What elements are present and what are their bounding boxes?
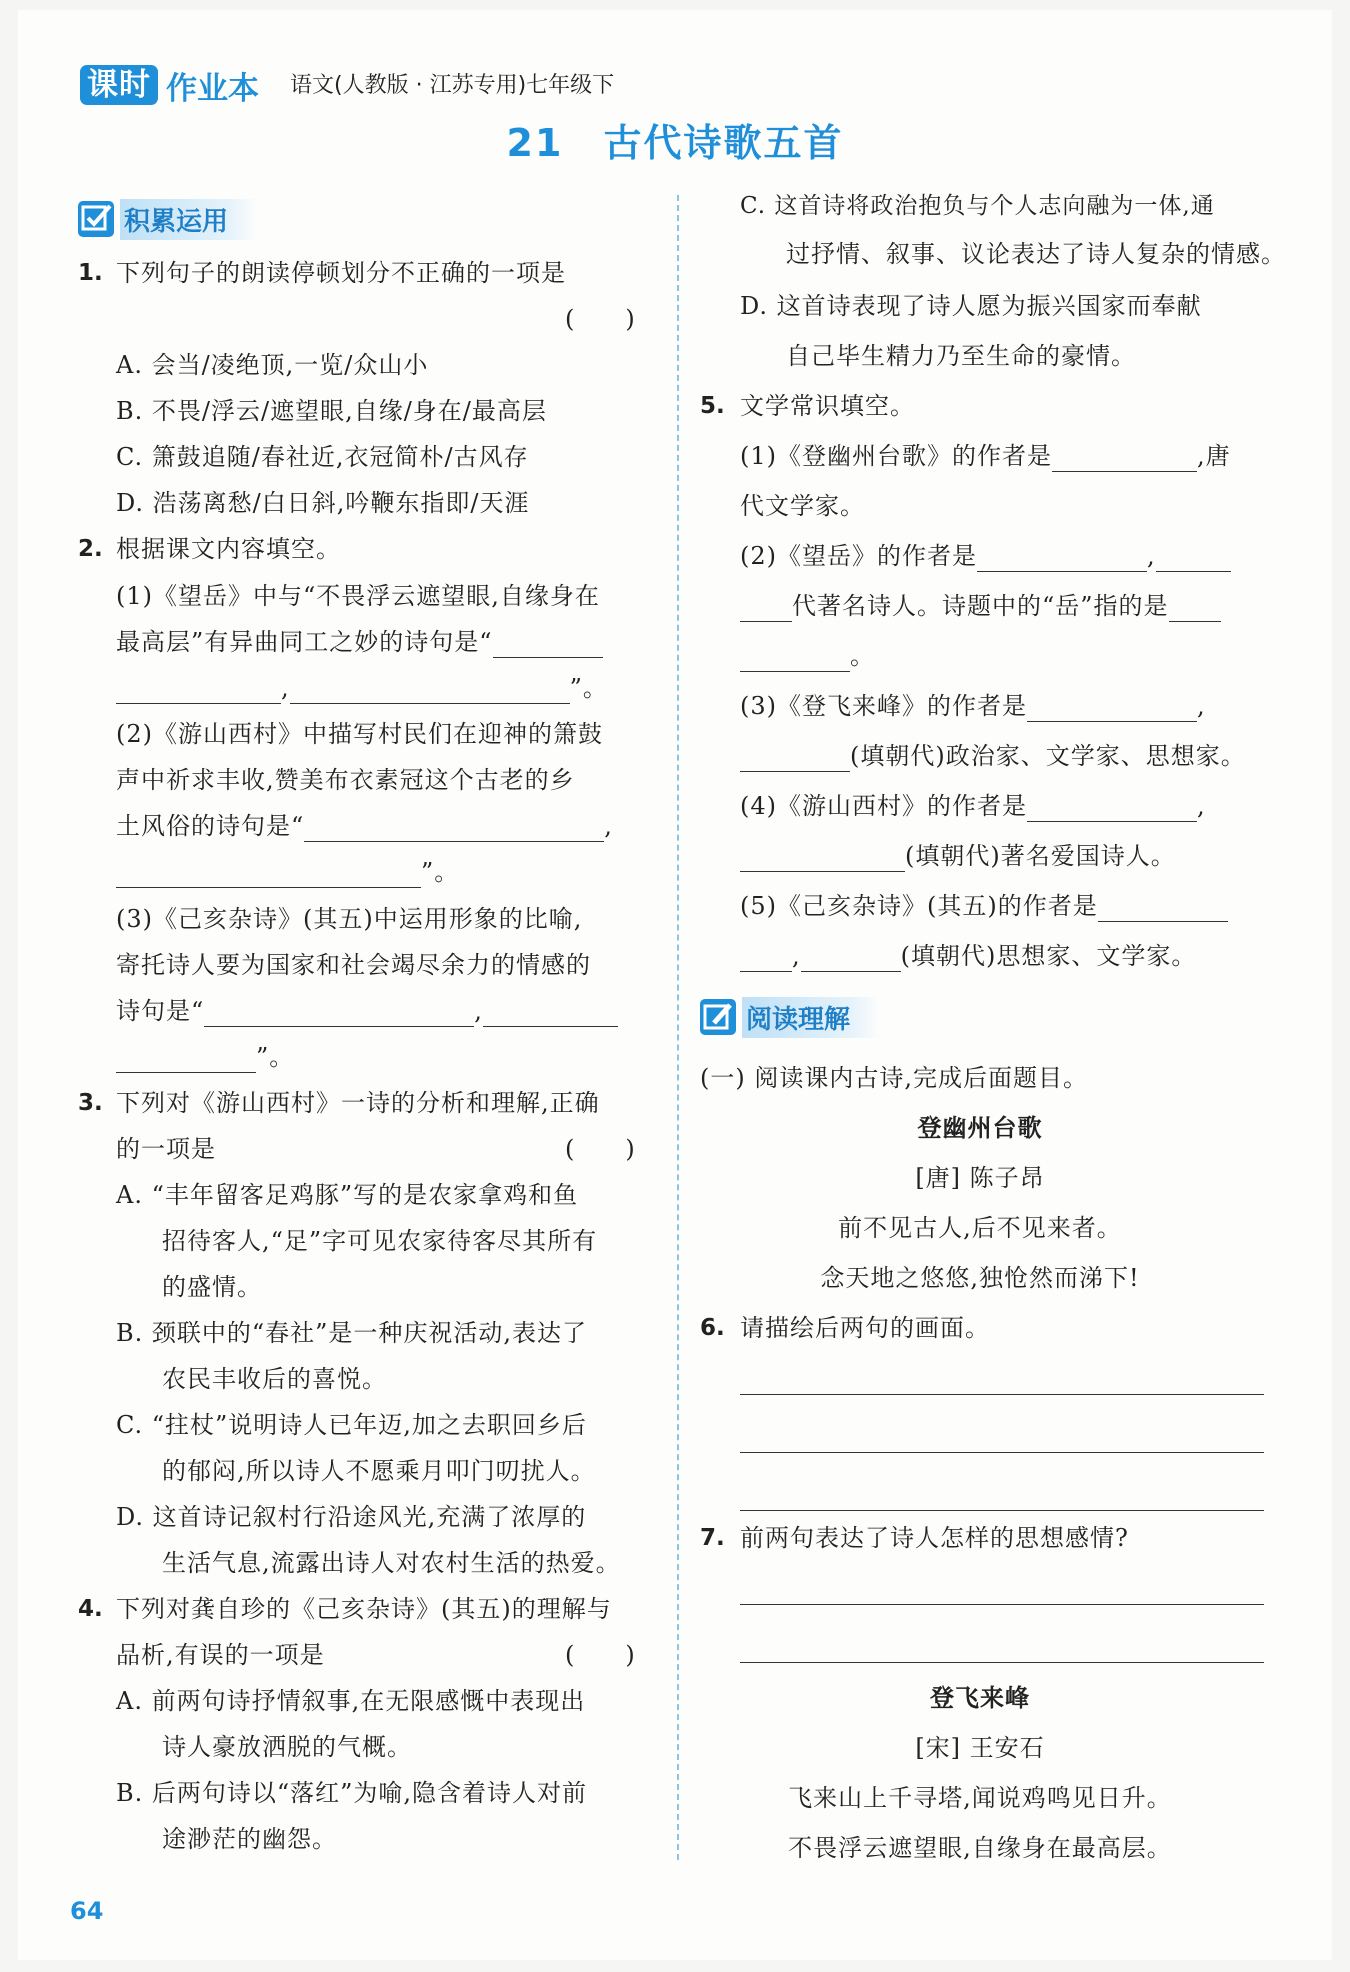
blank-field[interactable] [1052, 445, 1197, 472]
question-number: 7. [700, 1525, 725, 1551]
question-stem: 品析,有误的一项是 [116, 1641, 325, 1669]
blank-field[interactable] [204, 1000, 474, 1027]
checkbox-icon [78, 201, 114, 237]
question-stem: 的一项是 [116, 1135, 216, 1163]
option-a-cont: 诗人豪放洒脱的气概。 [162, 1733, 412, 1761]
pencil-icon [700, 999, 736, 1035]
option-d-cont: 自己毕生精力乃至生命的豪情。 [786, 342, 1136, 370]
answer-line[interactable] [740, 1604, 1264, 1605]
option-c-cont: 过抒情、叙事、议论表达了诗人复杂的情感。 [786, 240, 1286, 268]
section-title: 阅读理解 [742, 997, 880, 1038]
blank-field[interactable] [483, 1000, 618, 1027]
blank-field[interactable] [1027, 695, 1197, 722]
option-b: B. 后两句诗以“落红”为喻,隐含着诗人对前 [116, 1779, 588, 1807]
poem-line: 念天地之悠悠,独怆然而涕下! [820, 1264, 1140, 1292]
question-number: 2. [78, 536, 103, 562]
option-d: D. 这首诗表现了诗人愿为振兴国家而奉献 [740, 292, 1202, 320]
answer-line[interactable] [740, 1510, 1264, 1511]
reading-intro: (一) 阅读课内古诗,完成后面题目。 [700, 1064, 1088, 1092]
fill-text: 声中祈求丰收,赞美布衣素冠这个古老的乡 [116, 766, 575, 794]
question-stem: 下列对《游山西村》一诗的分析和理解,正确 [116, 1089, 600, 1117]
option-c-cont: 的郁闷,所以诗人不愿乘月叩门叨扰人。 [162, 1457, 596, 1485]
blank-field[interactable] [740, 845, 905, 872]
blank-field[interactable] [740, 945, 792, 972]
fill-text: (1)《望岳》中与“不畏浮云遮望眼,自缘身在 [116, 582, 600, 610]
answer-line[interactable] [740, 1394, 1264, 1395]
fill-text: ”。 [116, 856, 459, 888]
option-a: A. 会当/凌绝顶,一览/众山小 [116, 351, 429, 379]
logo-box: 课时 [80, 65, 158, 105]
option-d-cont: 生活气息,流露出诗人对农村生活的热爱。 [162, 1549, 621, 1577]
logo-text: 作业本 [166, 70, 259, 107]
blank-field[interactable] [1156, 545, 1231, 572]
fill-text: (1)《登幽州台歌》的作者是 ,唐 [740, 442, 1231, 470]
answer-line[interactable] [740, 1662, 1264, 1663]
fill-text: , ”。 [116, 672, 608, 704]
option-d: D. 这首诗记叙村行沿途风光,充满了浓厚的 [116, 1503, 587, 1531]
lesson-number: 21 [506, 121, 564, 165]
lesson-title-text: 古代诗歌五首 [603, 121, 844, 165]
fill-text: 诗句是“ , [116, 995, 618, 1027]
fill-text: (填朝代)政治家、文学家、思想家。 [740, 740, 1246, 772]
fill-text: 最高层”有异曲同工之妙的诗句是“ [116, 626, 603, 658]
answer-paren: ( ) [565, 1641, 636, 1669]
blank-field[interactable] [801, 945, 901, 972]
blank-field[interactable] [116, 677, 281, 704]
poem-author: [唐] 陈子昂 [915, 1164, 1045, 1192]
fill-text: (5)《己亥杂诗》(其五)的作者是 [740, 890, 1228, 922]
question-stem: 下列句子的朗读停顿划分不正确的一项是 [116, 259, 566, 287]
blank-field[interactable] [740, 595, 792, 622]
answer-paren: ( ) [565, 1135, 636, 1163]
fill-text: , (填朝代)思想家、文学家。 [740, 940, 1196, 972]
question-number: 1. [78, 260, 103, 286]
question-stem: 下列对龚自珍的《己亥杂诗》(其五)的理解与 [116, 1595, 612, 1623]
fill-text: (2)《望岳》的作者是 , [740, 540, 1231, 572]
lesson-title [0, 112, 1350, 167]
question-stem: 文学常识填空。 [740, 392, 915, 420]
column-divider [677, 195, 679, 1860]
blank-field[interactable] [116, 861, 421, 888]
option-a: A. “丰年留客足鸡豚”写的是农家拿鸡和鱼 [116, 1181, 579, 1209]
question-number: 3. [78, 1090, 103, 1116]
option-c: C. 箫鼓追随/春社近,衣冠简朴/古风存 [116, 443, 529, 471]
option-b: B. 不畏/浮云/遮望眼,自缘/身在/最高层 [116, 397, 547, 425]
option-a-cont: 招待客人,“足”字可见农家待客尽其所有 [162, 1227, 598, 1255]
section-title: 积累运用 [120, 199, 258, 240]
question-stem: 请描绘后两句的画面。 [740, 1314, 990, 1342]
fill-text: (2)《游山西村》中描写村民们在迎神的箫鼓 [116, 720, 603, 748]
option-c: C. 这首诗将政治抱负与个人志向融为一体,通 [740, 193, 1215, 219]
question-number: 4. [78, 1596, 103, 1622]
fill-text: (填朝代)著名爱国诗人。 [740, 840, 1176, 872]
poem-line: 前不见古人,后不见来者。 [838, 1214, 1122, 1242]
blank-field[interactable] [304, 815, 604, 842]
fill-text: ”。 [116, 1041, 294, 1073]
question-stem: 前两句表达了诗人怎样的思想感情? [740, 1524, 1129, 1552]
blank-field[interactable] [116, 1046, 256, 1073]
subject-label: 语文(人教版 · 江苏专用)七年级下 [290, 73, 615, 98]
fill-text: 代文学家。 [740, 492, 865, 520]
option-a: A. 前两句诗抒情叙事,在无限感慨中表现出 [116, 1687, 586, 1715]
poem-title: 登幽州台歌 [917, 1114, 1043, 1142]
fill-text: (3)《登飞来峰》的作者是 , [740, 692, 1206, 720]
fill-text: (4)《游山西村》的作者是 , [740, 792, 1206, 820]
fill-text: 土风俗的诗句是“ , [116, 812, 613, 840]
blank-field[interactable] [493, 631, 603, 658]
fill-text: (3)《己亥杂诗》(其五)中运用形象的比喻, [116, 905, 583, 933]
blank-field[interactable] [290, 677, 570, 704]
fill-text: 。 [740, 640, 875, 672]
poem-line: 飞来山上千寻塔,闻说鸡鸣见日升。 [788, 1784, 1172, 1812]
question-stem: 根据课文内容填空。 [116, 535, 341, 563]
section-header-reading [700, 996, 880, 1038]
poem-line: 不畏浮云遮望眼,自缘身在最高层。 [788, 1834, 1172, 1862]
blank-field[interactable] [977, 545, 1147, 572]
poem-author: [宋] 王安石 [915, 1734, 1045, 1762]
answer-paren: ( ) [565, 305, 636, 333]
option-b: B. 颈联中的“春社”是一种庆祝活动,表达了 [116, 1319, 588, 1347]
question-number: 6. [700, 1315, 725, 1341]
option-a-cont: 的盛情。 [162, 1273, 262, 1301]
option-c: C. “拄杖”说明诗人已年迈,加之去职回乡后 [116, 1411, 587, 1439]
section-header-accumulate [78, 198, 258, 240]
option-b-cont: 途渺茫的幽怨。 [162, 1825, 337, 1853]
fill-text: 代著名诗人。诗题中的“岳”指的是 [740, 590, 1221, 622]
blank-field[interactable] [1098, 895, 1228, 922]
fill-text: 寄托诗人要为国家和社会竭尽余力的情感的 [116, 951, 591, 979]
blank-field[interactable] [740, 745, 850, 772]
poem-title: 登飞来峰 [930, 1684, 1030, 1712]
option-d: D. 浩荡离愁/白日斜,吟鞭东指即/天涯 [116, 489, 530, 517]
option-b-cont: 农民丰收后的喜悦。 [162, 1365, 387, 1393]
answer-line[interactable] [740, 1452, 1264, 1453]
question-number: 5. [700, 393, 725, 419]
brand-logo [80, 64, 259, 106]
blank-field[interactable] [740, 645, 850, 672]
blank-field[interactable] [1169, 595, 1221, 622]
page-number: 64 [70, 1897, 104, 1925]
blank-field[interactable] [1027, 795, 1197, 822]
